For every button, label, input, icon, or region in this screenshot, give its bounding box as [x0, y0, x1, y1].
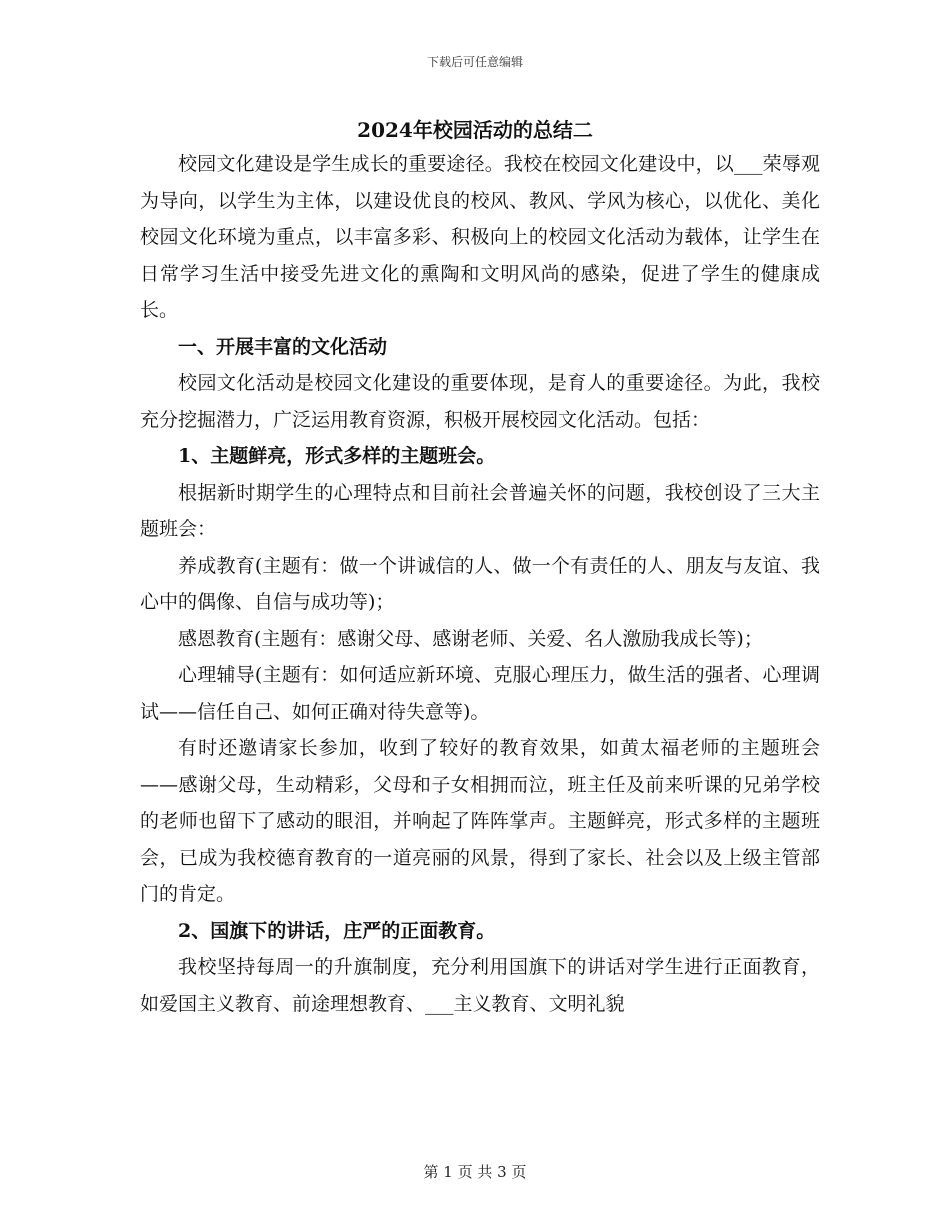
body-paragraph: 养成教育(主题有：做一个讲诚信的人、做一个有责任的人、朋友与友谊、我心中的偶像、自信与成功等)；	[140, 554, 820, 613]
subsection-heading-2: 2、国旗下的讲话，庄严的正面教育。	[178, 919, 496, 942]
document-body	[140, 146, 820, 1022]
body-paragraph: 根据新时期学生的心理特点和目前社会普遍关怀的问题，我校创设了三大主题班会：	[140, 481, 820, 540]
header-note: 下载后可任意编辑	[426, 55, 523, 69]
document-title: 2024年校园活动的总结二	[357, 118, 593, 142]
body-paragraph: 校园文化活动是校园文化建设的重要体现，是育人的重要途径。为此，我校充分挖掘潜力，广泛运用教育资源，积极开展校园文化活动。包括：	[140, 372, 820, 431]
body-paragraph: 我校坚持每周一的升旗制度，充分利用国旗下的讲话对学生进行正面教育，如爱国主义教育、前途理想教育、___主义教育、文明礼貌	[140, 956, 820, 1015]
intro-paragraph: 校园文化建设是学生成长的重要途径。我校在校园文化建设中，以___荣辱观为导向，以学生为主体，以建设优良的校风、教风、学风为核心，以优化、美化校园文化环境为重点，以丰富多彩、积极向上的校园文化活动为载体，让学生在日常学习生活中接受先进文化的熏陶和文明风尚的感染，促进了学生的健康成长。	[140, 153, 820, 321]
body-paragraph: 心理辅导(主题有：如何适应新环境、克服心理压力，做生活的强者、心理调试——信任自己、如何正确对待失意等)。	[140, 664, 820, 723]
page-number-footer: 第 1 页 共 3 页	[423, 1163, 527, 1181]
body-paragraph: 有时还邀请家长参加，收到了较好的教育效果，如黄太福老师的主题班会——感谢父母，生动精彩，父母和子女相拥而泣，班主任及前来听课的兄弟学校的老师也留下了感动的眼泪，并响起了阵阵掌声。主题鲜亮，形式多样的主题班会，已成为我校德育教育的一道亮丽的风景，得到了家长、社会以及上级主管部门的肯定。	[140, 737, 820, 905]
body-paragraph: 感恩教育(主题有：感谢父母、感谢老师、关爱、名人激励我成长等)；	[178, 627, 763, 650]
subsection-heading-1: 1、主题鲜亮，形式多样的主题班会。	[178, 445, 496, 467]
section-heading-1: 一、开展丰富的文化活动	[178, 335, 388, 358]
